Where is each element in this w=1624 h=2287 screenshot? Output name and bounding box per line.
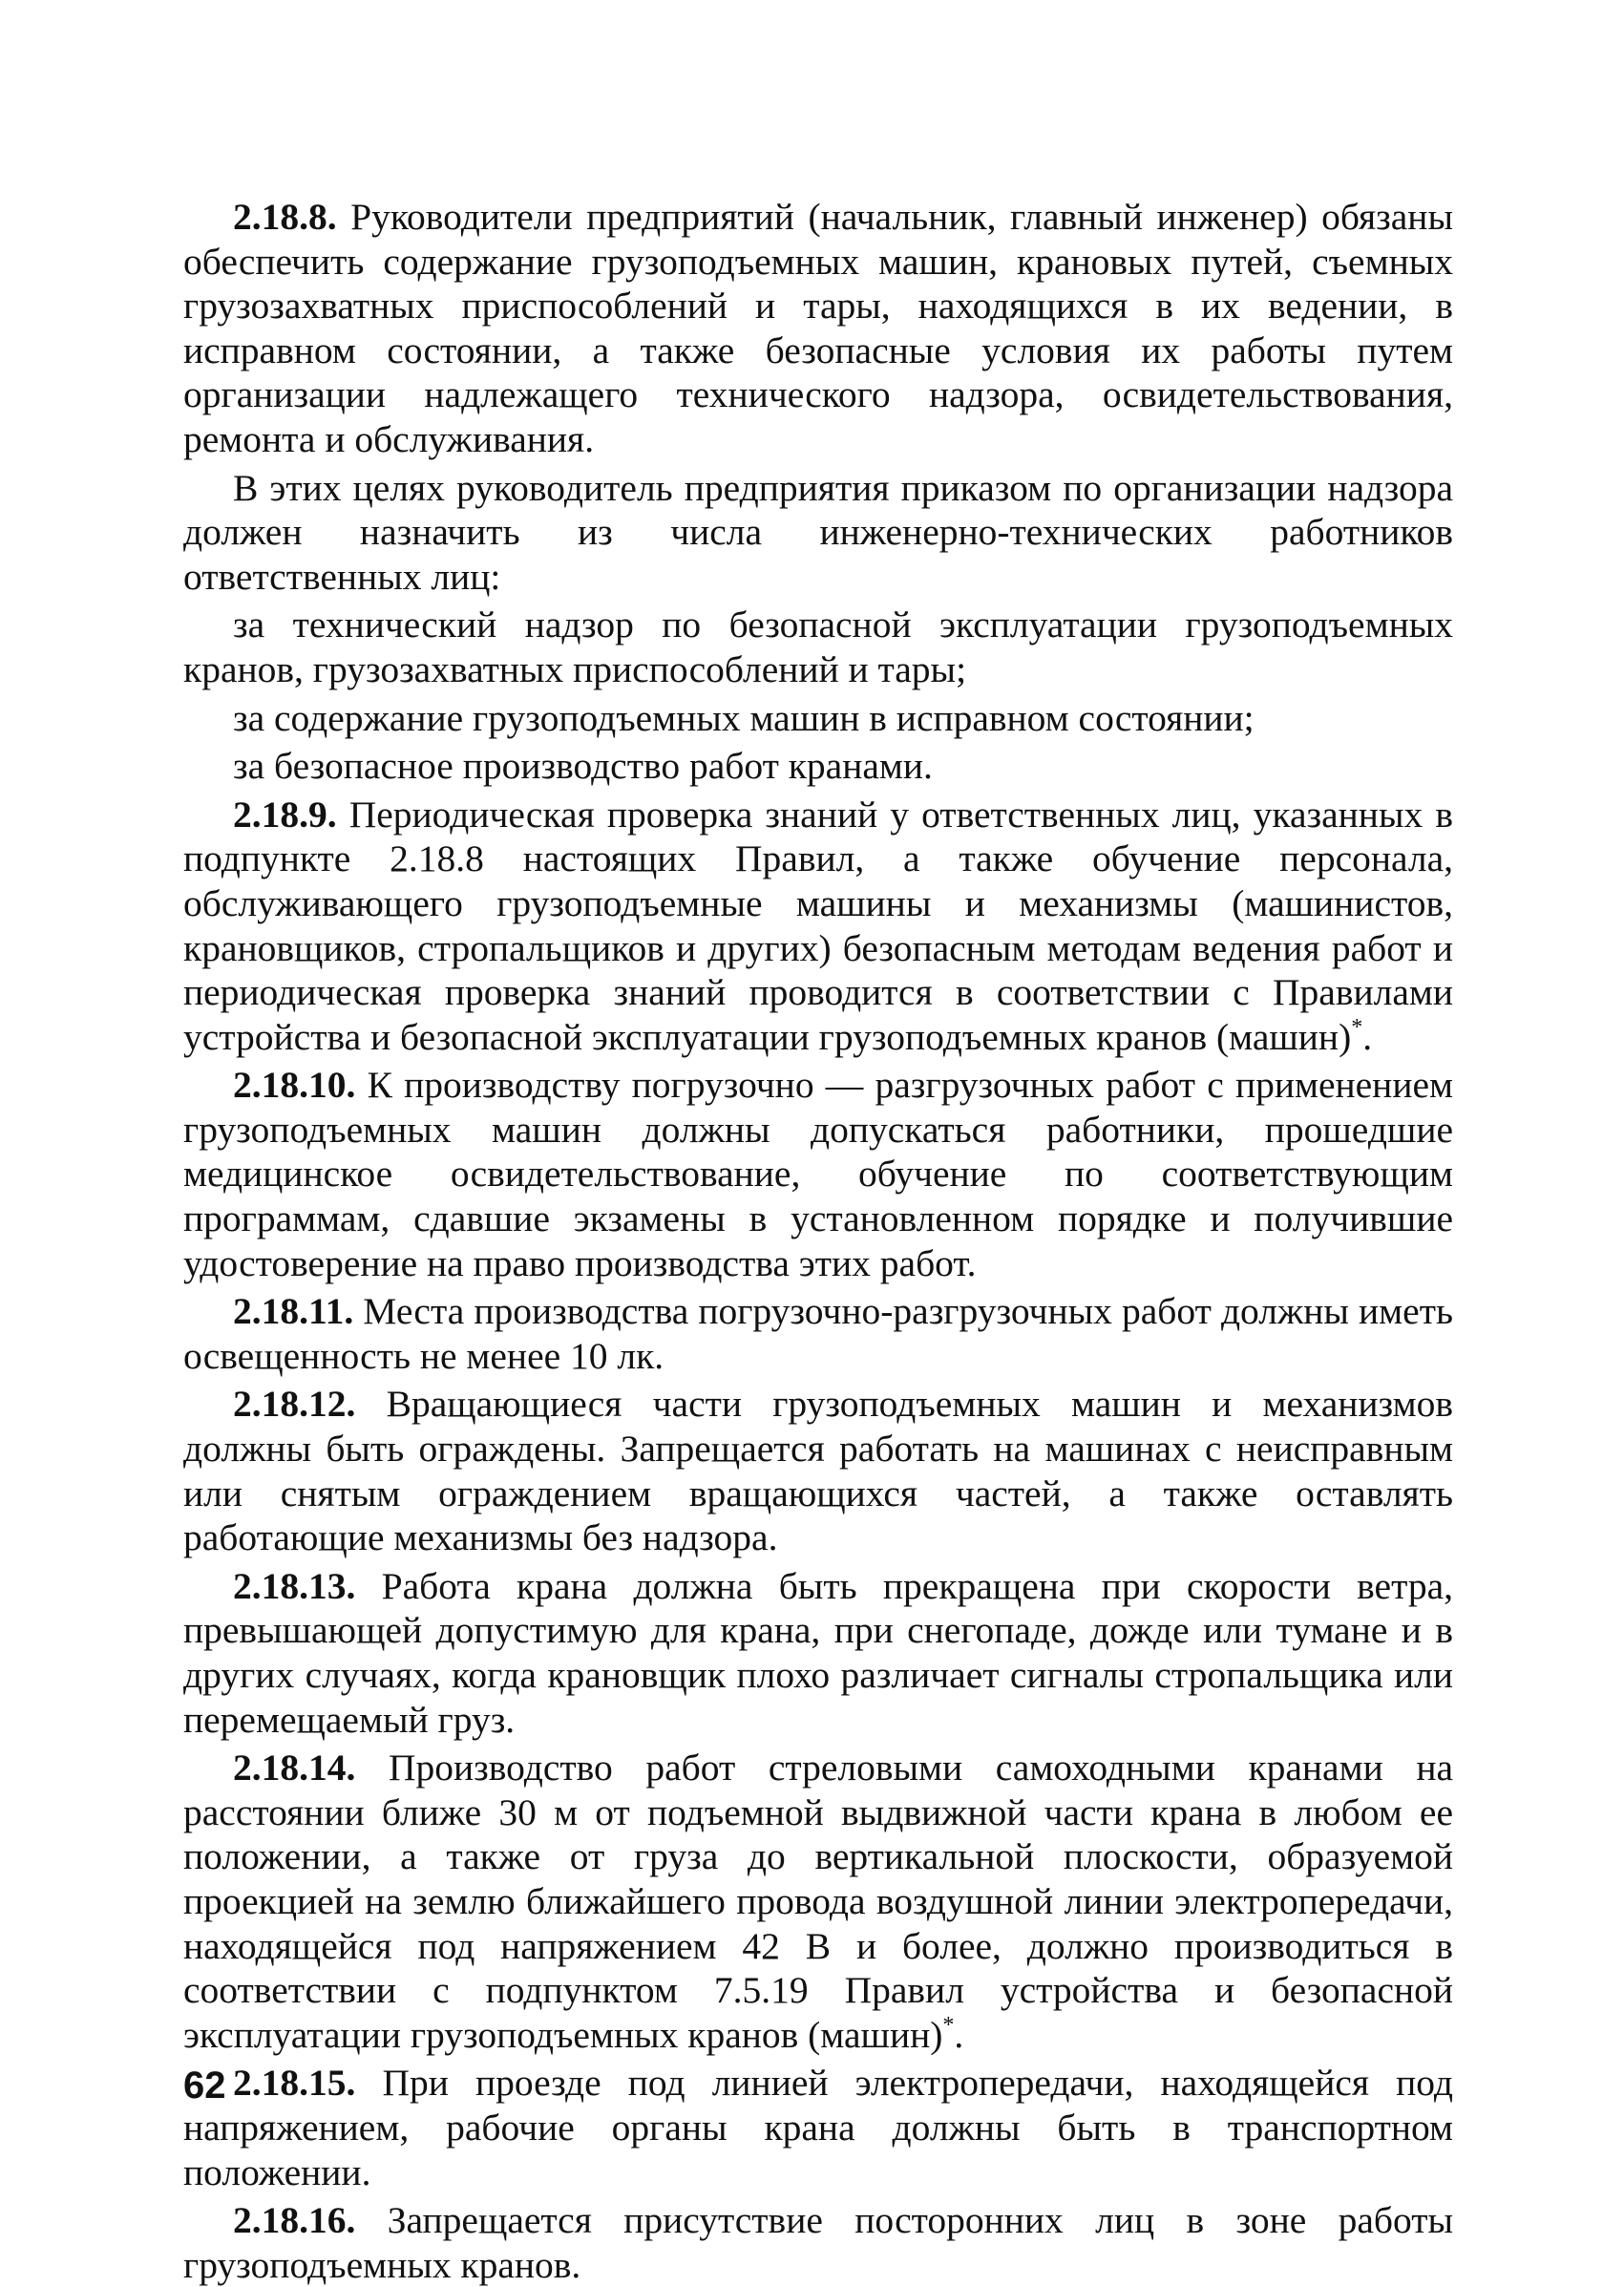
paragraph-text: В этих целях руководитель предприятия приказом по организации надзора должен назначить из числа инженерно-технических работников ответственных лиц: [183, 466, 1453, 598]
paragraph-text: Запрещается присутствие посторонних лиц в зоне работы грузоподъемных кранов. [183, 2199, 1453, 2286]
paragraph-text: за содержание грузоподъемных машин в исправном состоянии; [233, 696, 1255, 739]
paragraph-text: за технический надзор по безопасной эксплуатации грузоподъемных кранов, грузозахватных приспособлений и тары; [183, 604, 1453, 690]
list-item-maintenance [183, 696, 1453, 741]
paragraph-text: Руководители предприятий (начальник, главный инженер) обязаны обеспечить содержание грузоподъемных машин, крановых путей, съемных грузозахватных приспособлений и тары, находящихся в их ведении, в исправном состоянии, а также безопасные условия их работы путем организации надлежащего технического надзора, освидетельствования, ремонта и обслуживания. [183, 196, 1453, 460]
paragraph-2-18-15 [183, 2061, 1453, 2194]
paragraph-text: При проезде под линией электропередачи, находящейся под напряжением, рабочие органы крана должны быть в транспортном положении. [183, 2062, 1453, 2193]
paragraph-2-18-11 [183, 1289, 1453, 1378]
footnote-mark: * [1351, 1014, 1363, 1040]
list-item-tech-supervision [183, 603, 1453, 691]
paragraph-text: Места производства погрузочно-разгрузочных работ должны иметь освещенность не менее 10 лк. [183, 1290, 1453, 1377]
clause-number: 2.18.13. [233, 1564, 356, 1607]
paragraph-2-18-8 [183, 195, 1453, 462]
paragraph-2-18-12 [183, 1382, 1453, 1559]
body-text [183, 195, 1453, 2287]
clause-number: 2.18.9. [233, 793, 337, 836]
paragraph-text: Вращающиеся части грузоподъемных машин и механизмов должны быть ограждены. Запрещается работать на машинах с неисправным или снятым ограждением вращающихся частей, а также оставлять работающие механизмы без надзора. [183, 1383, 1453, 1559]
paragraph-text: Работа крана должна быть прекращена при скорости ветра, превышающей допустимую для крана, при снегопаде, дожде или тумане и в других случаях, когда крановщик плохо различает сигналы стропальщика или перемещаемый груз. [183, 1564, 1453, 1741]
clause-number: 2.18.10. [233, 1064, 356, 1107]
paragraph-2-18-16 [183, 2198, 1453, 2287]
footnote-mark: * [942, 2012, 955, 2038]
list-item-safe-work [183, 744, 1453, 789]
paragraph-text: Производство работ стреловыми самоходными кранами на расстоянии ближе 30 м от подъемной выдвижной части крана в любом ее положении, а также от груза до вертикальной плоскости, образуемой проекцией на землю ближайшего провода воздушной линии электропередачи, находящейся под напряжением 42 В и более, должно производиться в соответствии с подпунктом 7.5.19 Правил устройства и безопасной эксплуатации грузоподъемных кранов (машин) [183, 1747, 1453, 2056]
clause-number: 2.18.11. [233, 1290, 354, 1333]
paragraph-2-18-10 [183, 1063, 1453, 1285]
paragraph-tail: . [954, 2013, 964, 2056]
paragraph-text: Периодическая проверка знаний у ответственных лиц, указанных в подпункте 2.18.8 настоящих Правил, а также обучение персонала, обслуживающего грузоподъемные машины и механизмы (машинистов, крановщиков, стропальщиков и других) безопасным методам ведения работ и периодическая проверка знаний проводится в соответствии с Правилами устройства и безопасной эксплуатации грузоподъемных кранов (машин) [183, 793, 1453, 1058]
paragraph-purpose [183, 466, 1453, 600]
page-number: 62 [183, 2065, 226, 2107]
paragraph-text: за безопасное производство работ кранами. [233, 745, 933, 788]
clause-number: 2.18.16. [233, 2199, 356, 2242]
paragraph-2-18-13 [183, 1564, 1453, 1742]
paragraph-text: К производству погрузочно — разгрузочных работ с применением грузоподъемных машин должны допускаться работники, прошедшие медицинское освидетельствование, обучение по соответствующим программам, сдавшие экзамены в установленном порядке и получившие удостоверение на право производства этих работ. [183, 1064, 1453, 1284]
paragraph-2-18-14 [183, 1746, 1453, 2057]
paragraph-tail: . [1362, 1015, 1373, 1058]
clause-number: 2.18.14. [233, 1747, 356, 1789]
paragraph-2-18-9 [183, 793, 1453, 1060]
clause-number: 2.18.12. [233, 1383, 356, 1426]
clause-number: 2.18.15. [233, 2062, 356, 2105]
clause-number: 2.18.8. [233, 196, 337, 238]
